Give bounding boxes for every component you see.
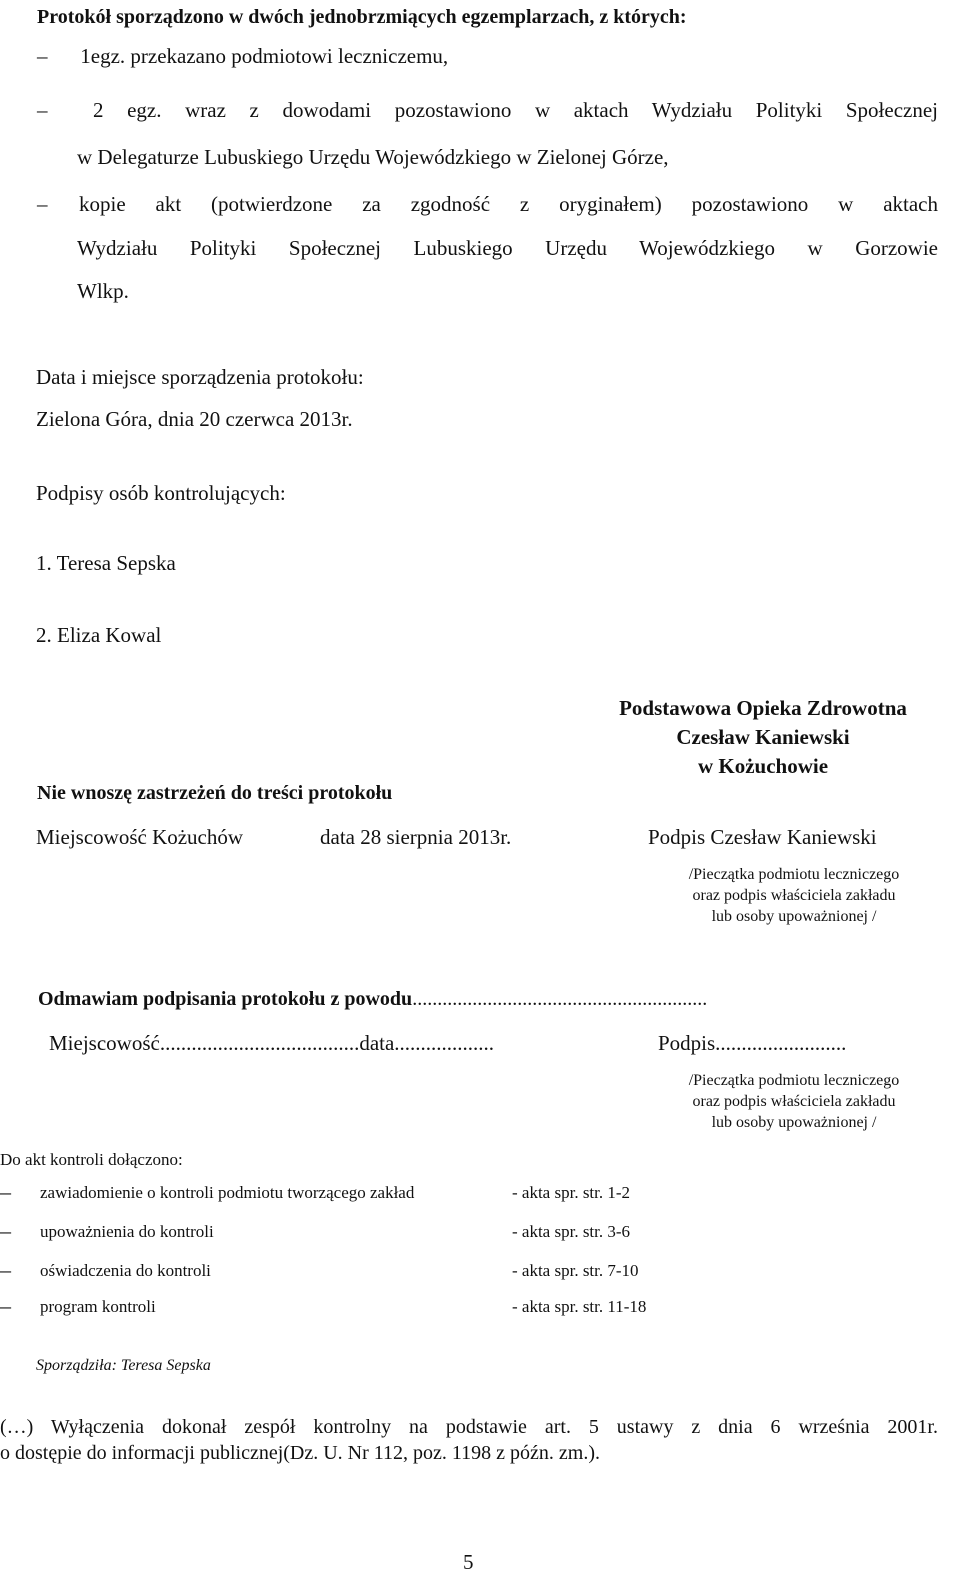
attachment-item-2 (0, 1218, 700, 1246)
sign-signature: Podpis Czesław Kaniewski (648, 825, 877, 849)
dash-bullet: – (0, 1257, 11, 1282)
date-place-value: Zielona Góra, dnia 20 czerwca 2013r. (36, 407, 353, 431)
attachment-item-3 (0, 1257, 700, 1285)
no-objections-statement: Nie wnoszę zastrzeżeń do treści protokołu (37, 782, 393, 804)
stamp-note-line-1: /Pieczątka podmiotu leczniczego (688, 866, 900, 883)
prepared-by: Sporządziła: Teresa Sepska (36, 1357, 211, 1374)
inspectors-label: Podpisy osób kontrolujących: (36, 481, 286, 505)
copy-item-text: 1egz. przekazano podmiotowi leczniczemu, (80, 44, 449, 68)
attachment-name: upoważnienia do kontroli (40, 1222, 214, 1241)
sign-place: Miejscowość Kożuchów (36, 825, 244, 849)
attachment-ref: - akta spr. str. 3-6 (512, 1222, 631, 1241)
copy-item-2-bullet: – (37, 98, 48, 122)
stamp-note-2-line-2: oraz podpis właściciela zakładu (692, 1093, 896, 1110)
sign-date: data 28 sierpnia 2013r. (320, 825, 512, 849)
footnote-line-1: (…) Wyłączenia dokonał zespół kontrolny na podstawie art. 5 ustawy z dnia 6 września 2001r. (0, 1416, 938, 1438)
stamp-note-line-2: oraz podpis właściciela zakładu (692, 887, 896, 904)
attachments-label: Do akt kontroli dołączono: (0, 1150, 183, 1169)
attachment-name: program kontroli (40, 1297, 156, 1316)
copy-item-3-line1: kopie akt (potwierdzone za zgodność z oryginałem) pozostawiono w aktach (79, 192, 938, 216)
stamp-line-3: w Kożuchowie (697, 754, 829, 778)
copy-item-1 (37, 44, 448, 69)
refusal-heading: Odmawiam podpisania protokołu z powodu (38, 988, 413, 1010)
copy-item-3-line2: Wydziału Polityki Społecznej Lubuskiego Urzędu Wojewódzkiego w Gorzowie (77, 236, 938, 260)
refusal-line (38, 988, 707, 1011)
copy-item-3-line3: Wlkp. (77, 279, 129, 303)
footnote-line-2: o dostępie do informacji publicznej(Dz. U. Nr 112, poz. 1198 z późn. zm.). (0, 1442, 601, 1464)
attachment-ref: - akta spr. str. 7-10 (512, 1261, 639, 1280)
attachment-item-4 (0, 1293, 700, 1321)
copy-item-2-line2: w Delegaturze Lubuskiego Urzędu Wojewódzkiego w Zielonej Górze, (77, 145, 669, 169)
copy-item-3-bullet: – (37, 192, 48, 216)
refusal-signature: Podpis......................... (658, 1031, 847, 1055)
dash-bullet: – (0, 1218, 11, 1243)
page-number: 5 (463, 1550, 474, 1574)
stamp-note-2-line-1: /Pieczątka podmiotu leczniczego (688, 1072, 900, 1089)
attachment-ref: - akta spr. str. 11-18 (512, 1297, 647, 1316)
attachment-item-1 (0, 1179, 700, 1207)
stamp-note (650, 864, 938, 927)
stamp-note-line-3: lub osoby upoważnionej / (711, 908, 877, 925)
date-place-label: Data i miejsce sporządzenia protokołu: (36, 365, 364, 389)
dash-bullet: – (37, 44, 48, 68)
stamp-line-2: Czesław Kaniewski (676, 725, 850, 749)
stamp-line-1: Podstawowa Opieka Zdrowotna (619, 696, 907, 720)
copy-item-2-line1: 2 egz. wraz z dowodami pozostawiono w aktach Wydziału Polityki Społecznej (93, 98, 938, 122)
stamp-note-2 (650, 1070, 938, 1133)
dash-bullet: – (0, 1293, 11, 1318)
stamp-note-2-line-3: lub osoby upoważnionej / (711, 1114, 877, 1131)
inspector-1: 1. Teresa Sepska (36, 551, 176, 575)
attachment-ref: - akta spr. str. 1-2 (512, 1183, 631, 1202)
refusal-dots: ........................................................... (412, 988, 708, 1010)
dash-bullet: – (0, 1179, 11, 1204)
inspector-2: 2. Eliza Kowal (36, 623, 162, 647)
refusal-place-date: Miejscowość......................................data................... (49, 1031, 495, 1055)
attachment-name: zawiadomienie o kontroli podmiotu tworzącego zakład (40, 1183, 415, 1202)
attachment-name: oświadczenia do kontroli (40, 1261, 211, 1280)
protocol-copies-header: Protokół sporządzono w dwóch jednobrzmiących egzemplarzach, z których: (37, 6, 687, 28)
